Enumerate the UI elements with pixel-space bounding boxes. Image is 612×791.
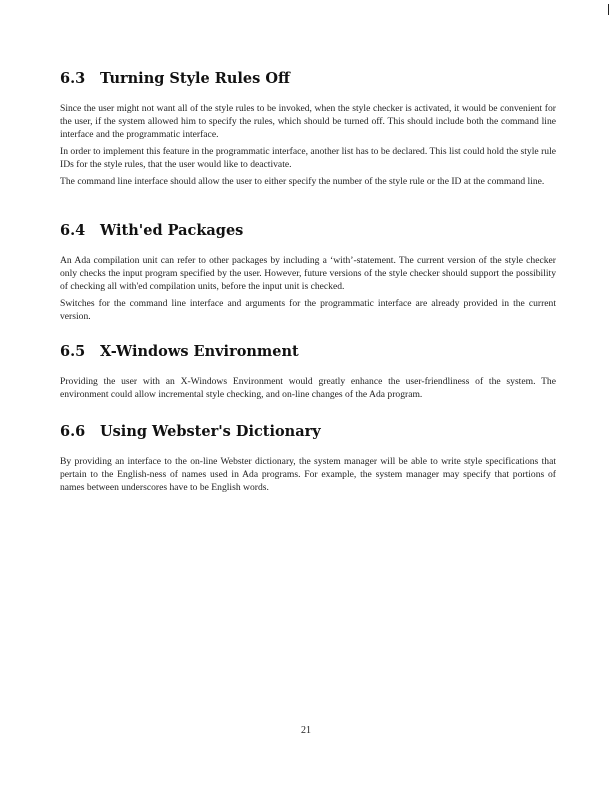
section-number: 6.6: [60, 423, 86, 440]
section-x-windows-environment: [60, 341, 556, 405]
section-using-websters-dictionary: [60, 421, 556, 498]
section-title: Using Webster's Dictionary: [100, 423, 321, 440]
paragraph: The command line interface should allow the user to either specify the number of the style rule or the ID at the command line.: [60, 176, 545, 187]
paragraph: Since the user might not want all of the style rules to be invoked, when the style checker is activated, it would be convenient for the user, if the system allowed him to specify the rules, which should be turned off. This should include both the command line interface and the programmatic interface.: [60, 103, 556, 140]
section-number: 6.4: [60, 222, 86, 239]
section-number: 6.5: [60, 343, 86, 360]
section-heading: [60, 341, 556, 363]
paragraph: By providing an interface to the on-line Webster dictionary, the system manager will be able to write style specifications that pertain to the English-ness of names used in Ada programs. For example, the system manager may specify that portions of names between underscores have to be English words.: [60, 456, 556, 493]
paragraph: In order to implement this feature in the programmatic interface, another list has to be declared. This list could hold the style rule IDs for the style rules, that the user would like to deactivate.: [60, 146, 556, 170]
section-heading: [60, 68, 556, 90]
section-title: X-Windows Environment: [100, 343, 299, 360]
section-withed-packages: [60, 220, 556, 327]
section-turning-style-rules-off: [60, 68, 556, 192]
section-number: 6.3: [60, 70, 86, 87]
paragraph: Switches for the command line interface and arguments for the programmatic interface are already provided in the current version.: [60, 298, 556, 322]
paragraph: Providing the user with an X-Windows Environment would greatly enhance the user-friendliness of the system. The environment could allow incremental style checking, and on-line changes of the Ada program.: [60, 376, 556, 400]
section-title: Turning Style Rules Off: [100, 70, 290, 87]
page-number: 21: [301, 725, 311, 736]
section-heading: [60, 421, 556, 443]
scan-edge-mark: [608, 4, 609, 15]
paragraph: An Ada compilation unit can refer to other packages by including a ‘with’-statement. The current version of the style checker only checks the input program specified by the user. However, future versions of the style checker should support the possibility of checking all with'ed compilation units, before the input unit is checked.: [60, 255, 556, 292]
section-heading: [60, 220, 556, 242]
section-title: With'ed Packages: [100, 222, 244, 239]
